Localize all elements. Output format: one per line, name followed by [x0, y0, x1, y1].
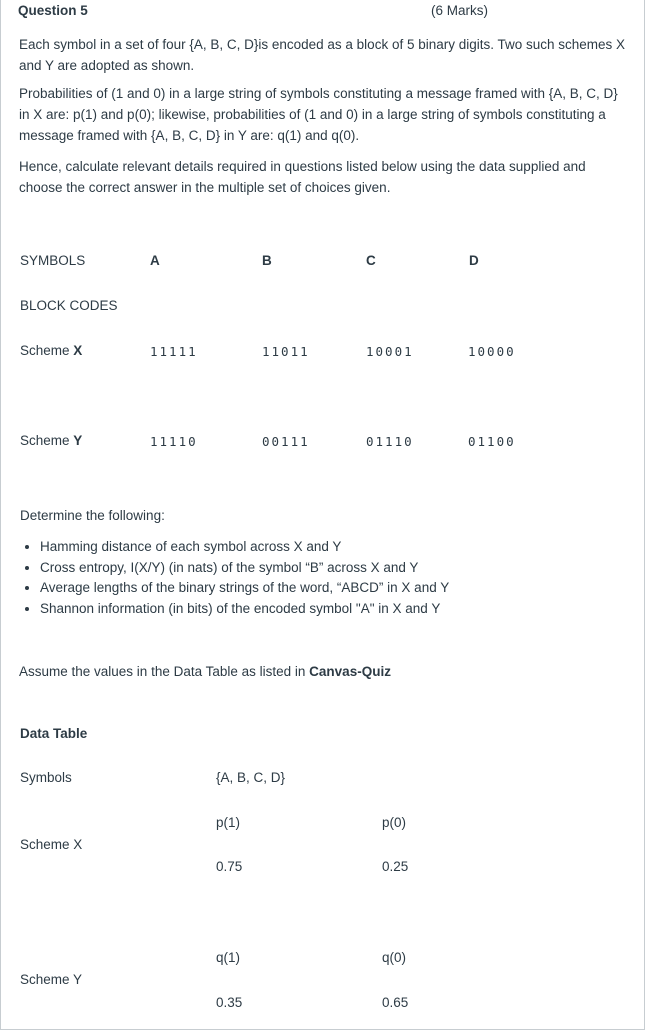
symbol-d: D: [469, 253, 479, 268]
scheme-x-code-d: 10000: [468, 344, 516, 359]
scheme-y-code-d: 01100: [468, 434, 516, 449]
intro-paragraph: Each symbol in a set of four {A, B, C, D}is encoded as a block of 5 binary digits. Two such schemes X and Y are adopted as shown.: [19, 37, 626, 73]
probabilities-paragraph: Probabilities of (1 and 0) in a large string of symbols constituting a message framed with {A, B, C, D} in X are: p(1) and p(0); likewise, probabilities of (1 and 0) in a large string of symbols constituting a message framed with {A, B, C, D} in Y are: q(1) and q(0).: [19, 86, 618, 143]
scheme-x-code-a: 11111: [150, 344, 198, 359]
question-title: Question 5: [18, 3, 88, 18]
block-codes-label: BLOCK CODES: [20, 298, 118, 313]
data-table-heading: Data Table: [20, 726, 88, 741]
p1-value: 0.75: [216, 859, 243, 874]
p0-value: 0.25: [382, 859, 409, 874]
list-item: • Average lengths of the binary strings of the word, “ABCD” in X and Y: [40, 578, 449, 599]
determine-heading: Determine the following:: [20, 508, 165, 523]
p0-label: p(0): [382, 815, 407, 830]
symbol-c: C: [366, 253, 376, 268]
q1-value: 0.35: [216, 995, 243, 1010]
list-item: • Cross entropy, I(X/Y) (in nats) of the symbol “B” across X and Y: [40, 558, 449, 579]
symbol-a: A: [150, 253, 160, 268]
p1-label: p(1): [216, 815, 241, 830]
data-scheme-x-label: Scheme X: [20, 837, 83, 852]
question-marks: (6 Marks): [431, 3, 488, 18]
scheme-x-code-b: 11011: [262, 344, 310, 359]
symbols-header: SYMBOLS: [20, 253, 86, 268]
scheme-y-code-c: 01110: [366, 434, 414, 449]
scheme-x-code-c: 10001: [366, 344, 414, 359]
q0-value: 0.65: [382, 995, 409, 1010]
scheme-y-code-a: 11110: [150, 434, 198, 449]
list-item: • Hamming distance of each symbol across X and Y: [40, 537, 449, 558]
data-scheme-y-label: Scheme Y: [20, 972, 83, 987]
scheme-x-label: Scheme X: [20, 343, 83, 358]
list-item: • Shannon information (in bits) of the encoded symbol "A" in X and Y: [40, 599, 449, 620]
scheme-y-code-b: 00111: [262, 434, 310, 449]
data-symbols-label: Symbols: [20, 770, 72, 785]
symbol-b: B: [262, 253, 272, 268]
canvas-quiz-text: Canvas-Quiz: [309, 664, 391, 679]
hence-paragraph: Hence, calculate relevant details required in questions listed below using the data supplied and choose the correct answer in the multiple set of choices given.: [19, 159, 586, 195]
q0-label: q(0): [382, 950, 407, 965]
data-symbols-set: {A, B, C, D}: [216, 770, 286, 785]
determine-list: [20, 537, 449, 619]
q1-label: q(1): [216, 950, 241, 965]
assume-line: Assume the values in the Data Table as listed in Canvas-Quiz: [19, 664, 391, 679]
scheme-y-label: Scheme Y: [20, 433, 83, 448]
